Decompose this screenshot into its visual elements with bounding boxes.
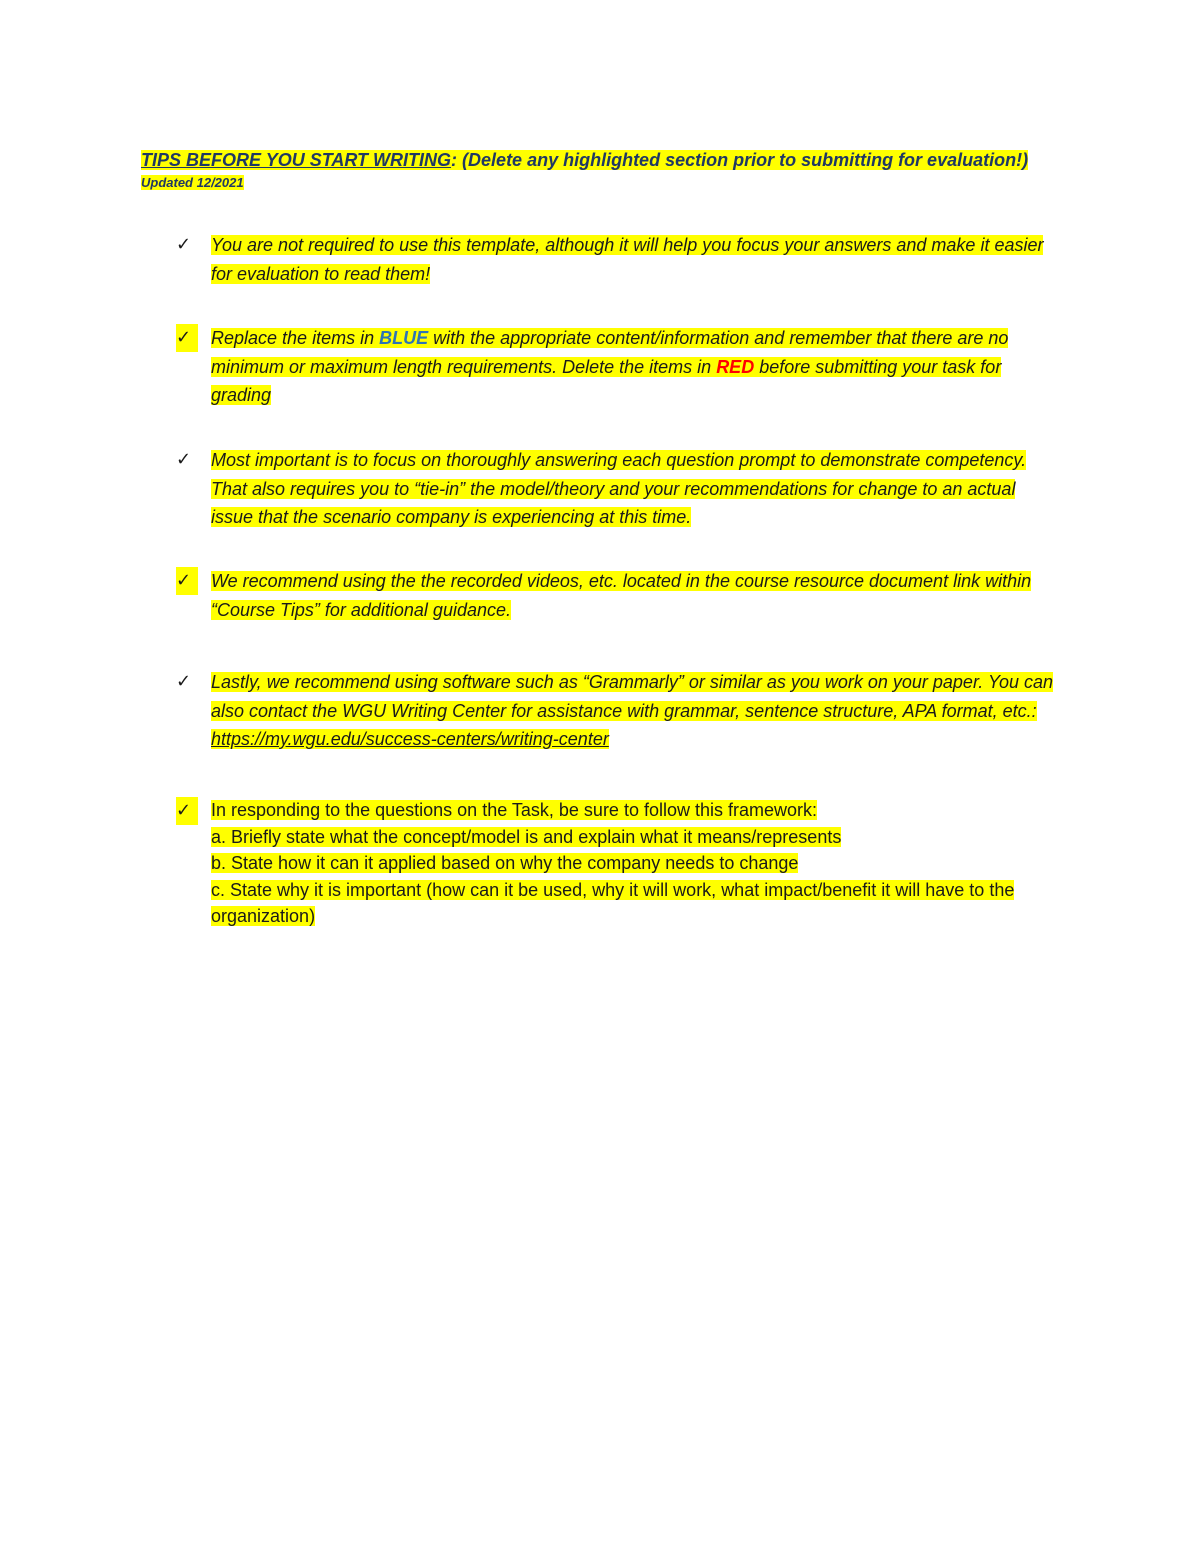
check-icon: ✓ <box>176 567 198 595</box>
tip-item-2 <box>176 324 1076 410</box>
tip-text <box>211 668 1061 754</box>
header-colon: : <box>451 150 458 170</box>
red-word: RED <box>716 356 755 377</box>
check-icon: ✓ <box>176 449 192 470</box>
updated-text: Updated 12/2021 <box>141 175 244 190</box>
tip-text <box>211 567 1061 624</box>
tip-2-text-b: with the appropriate content/information and remember that there are no minimum or maximum length requirements. Delete the items in <box>211 328 1009 377</box>
tip-4-text: We recommend using the the recorded videos, etc. located in the course resource document link within “Course Tips” for additional guidance. <box>211 571 1032 620</box>
framework-step-b: b. State how it can it applied based on why the company needs to change <box>211 853 799 873</box>
check-icon: ✓ <box>176 324 198 352</box>
tip-2-text-a: Replace the items in <box>211 328 380 348</box>
tip-text <box>211 324 1061 410</box>
tip-text <box>211 797 1061 930</box>
tip-5-text: Lastly, we recommend using software such as “Grammarly” or similar as you work on your paper. You can also contact the WGU Writing Center for assistance with grammar, sentence structure, APA format, etc.: <box>211 672 1054 721</box>
check-icon: ✓ <box>176 234 192 255</box>
check-icon: ✓ <box>176 797 198 825</box>
tip-text <box>211 446 1061 532</box>
tips-header <box>141 146 1081 174</box>
framework-intro: In responding to the questions on the Task, be sure to follow this framework: <box>211 800 818 820</box>
framework-step-a: a. Briefly state what the concept/model is and explain what it means/represents <box>211 826 842 847</box>
tip-item-6 <box>176 797 1076 930</box>
tip-1-text: You are not required to use this template, although it will help you focus your answers and make it easier for evaluation to read them! <box>211 235 1044 284</box>
framework-step-c: c. State why it is important (how can it be used, why it will work, what impact/benefit it will have to the organization) <box>211 879 1015 926</box>
blue-word: BLUE <box>379 328 429 348</box>
tip-item-3 <box>176 446 1076 532</box>
tip-item-1 <box>176 231 1076 288</box>
writing-center-link[interactable]: https://my.wgu.edu/success-centers/writing-center <box>211 729 609 749</box>
tip-2-text-c: before submitting your task for grading <box>211 356 1002 405</box>
tip-3-text: Most important is to focus on thoroughly answering each question prompt to demonstrate competency. That also requires you to “tie-in” the model/theory and your recommendations for change to an actual issue that the scenario company is experiencing at this time. <box>211 450 1027 527</box>
tip-item-4 <box>176 567 1076 624</box>
check-icon: ✓ <box>176 671 192 692</box>
tip-text <box>211 231 1061 288</box>
updated-date <box>141 173 244 193</box>
tip-item-5 <box>176 668 1076 754</box>
tips-title: TIPS BEFORE YOU START WRITING <box>141 150 452 170</box>
tips-note: (Delete any highlighted section prior to submitting for evaluation!) <box>462 150 1029 170</box>
